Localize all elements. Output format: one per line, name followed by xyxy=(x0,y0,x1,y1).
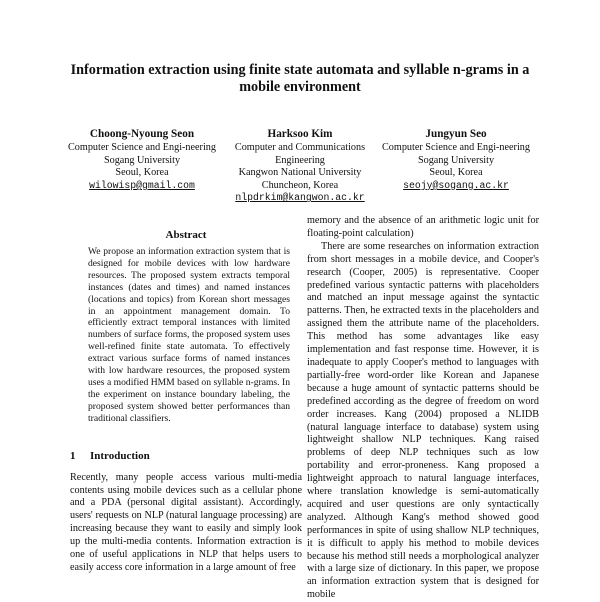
section-number: 1 xyxy=(70,449,76,462)
author-block-1 xyxy=(63,127,221,192)
left-column xyxy=(70,215,302,575)
continuation-text: memory and the absence of an arithmetic logic unit for floating-point calculation) xyxy=(307,215,539,239)
author-university: Kangwon National University xyxy=(238,167,362,179)
author-location: Seoul, Korea xyxy=(429,167,483,179)
related-work-paragraph: There are some researches on information extraction from short messages in a mobile device, and Cooper's research (Cooper, 2005) is representative. Cooper predefined various syntactic patterns with placeholders and matched an input message against the syntactic patterns. Then, he extracted texts in the placeholders and assigned them the attribute name of the placeholders. This method has some advantages like easy implementation and fast response time. However, it is inadequate to apply Cooper's method to languages with partially-free word-order like Korean and Japanese because a huge amount of syntactic patterns should be predefined according as the degree of freedom on word order increases. Kang (2004) proposed a NLIDB (natural language interface to database) system using lightweight shallow NLP techniques. Kang raised problems of deep NLP techniques such as low portability and error-proneness. Kang proposed a lightweight approach to natural language interfaces, where translation knowledge is semi-automatically acquired and user questions are only syntactically analyzed. Although Kang's method showed good performances in spite of using shallow NLP techniques, it is difficult to apply his method to mobile devices because his method still needs a morphological analyzer with a large size of dictionary. In this paper, we propose an information extraction system that is designed for mobile xyxy=(307,240,539,601)
right-column xyxy=(307,215,539,602)
introduction-text: Recently, many people access various multi-media contents using mobile devices such as a cellular phone and a PDA (personal digital assistant). Accordingly, users' requests on NLP (natural language processing) are increasing because they want to easily and simply look up the multi-media contents. Information extraction is one of useful applications in NLP that helps users to easily access core information in a large amount of free xyxy=(70,471,302,573)
author-email-link[interactable]: seojy@sogang.ac.kr xyxy=(403,179,509,191)
author-department: Computer and Communications Engineering xyxy=(234,142,366,166)
abstract-text: We propose an information extraction system that is designed for mobile devices with low hardware resources. The proposed system extracts temporal instances (dates and times) and named instances (locations and topics) from Korean short messages in an appointment management domain. To efficiently extract temporal instances with limited numbers of surface forms, the proposed system uses well-refined finite state automata. To effectively extract various surface forms of named instances with low hardware resources, the proposed system uses a modified HMM based on syllable n-grams. In the experiment on instance boundary labeling, the proposed system showed better performances than traditional classifiers. xyxy=(88,246,290,424)
author-university: Sogang University xyxy=(417,154,495,166)
author-university: Sogang University xyxy=(103,154,181,166)
author-name: Jungyun Seo xyxy=(425,128,487,140)
paper-title: Information extraction using finite state automata and syllable n-grams in a mobile environment xyxy=(70,62,530,95)
author-block-3 xyxy=(377,127,535,192)
author-location: Chuncheon, Korea xyxy=(261,179,339,191)
author-department: Computer Science and Engi-neering xyxy=(382,142,530,153)
author-email-link[interactable]: nlpdrkim@kangwon.ac.kr xyxy=(235,192,365,204)
section-heading-introduction xyxy=(70,449,302,463)
abstract-heading: Abstract xyxy=(165,229,207,241)
author-email-link[interactable]: wilowisp@gmail.com xyxy=(89,179,195,191)
author-name: Harksoo Kim xyxy=(267,128,333,140)
section-title: Introduction xyxy=(90,449,150,462)
author-block-2 xyxy=(221,127,379,205)
author-department: Computer Science and Engi-neering xyxy=(68,142,216,153)
author-name: Choong-Nyoung Seon xyxy=(89,128,195,140)
author-location: Seoul, Korea xyxy=(115,167,169,179)
